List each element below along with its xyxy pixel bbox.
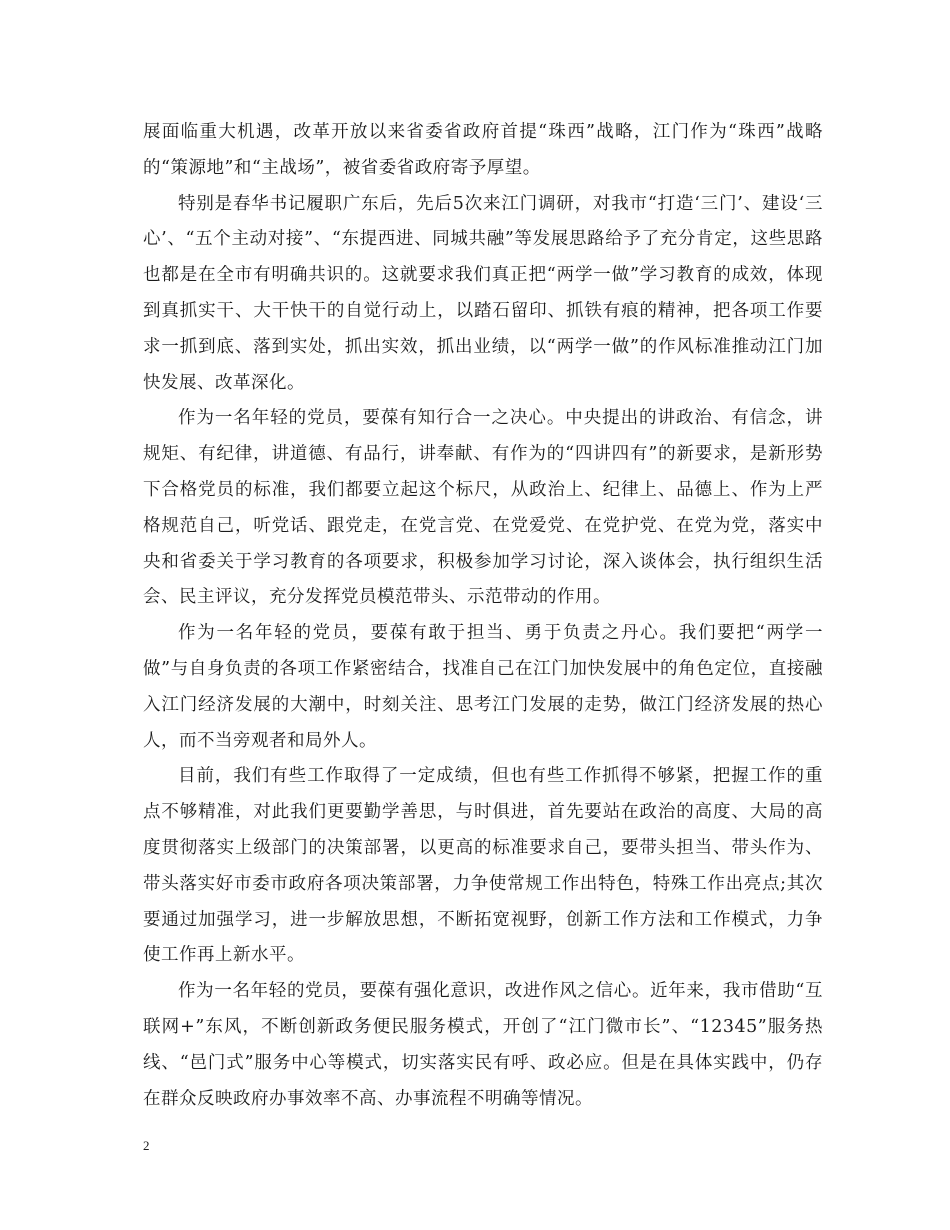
paragraph-6: 作为一名年轻的党员，要葆有强化意识，改进作风之信心。近年来，我市借助“互联网+”东风，不断创新政务便民服务模式，开创了“江门微市长”、“12345”服务热线、“邑门式”服务中心等模式，切实落实民有呼、政必应。但是在具体实践中，仍存在群众反映政府办事效率不高、办事流程不明确等情况。 <box>143 981 823 1109</box>
page-number: 2 <box>143 1138 150 1153</box>
document-body <box>143 115 823 1117</box>
paragraph-5: 目前，我们有些工作取得了一定成绩，但也有些工作抓得不够紧，把握工作的重点不够精准，对此我们更要勤学善思，与时俱进，首先要站在政治的高度、大局的高度贯彻落实上级部门的决策部署，以更高的标准要求自己，要带头担当、带头作为、带头落实好市委市政府各项决策部署，力争使常规工作出特色，特殊工作出亮点;其次要通过加强学习，进一步解放思想，不断拓宽视野，创新工作方法和工作模式，力争使工作再上新水平。 <box>143 766 823 966</box>
paragraph-3: 作为一名年轻的党员，要葆有知行合一之决心。中央提出的讲政治、有信念，讲规矩、有纪律，讲道德、有品行，讲奉献、有作为的“四讲四有”的新要求，是新形势下合格党员的标准，我们都要立起这个标尺，从政治上、纪律上、品德上、作为上严格规范自己，听党话、跟党走，在党言党、在党爱党、在党护党、在党为党，落实中央和省委关于学习教育的各项要求，积极参加学习讨论，深入谈体会，执行组织生活会、民主评议，充分发挥党员模范带头、示范带动的作用。 <box>143 408 823 608</box>
paragraph-2: 特别是春华书记履职广东后，先后5次来江门调研，对我市“打造‘三门’、建设‘三心’、“五个主动对接”、“东提西进、同城共融”等发展思路给予了充分肯定，这些思路也都是在全市有明确共识的。这就要求我们真正把“两学一做”学习教育的成效，体现到真抓实干、大干快干的自觉行动上，以踏石留印、抓铁有痕的精神，把各项工作要求一抓到底、落到实处，抓出实效，抓出业绩，以“两学一做”的作风标准推动江门加快发展、改革深化。 <box>143 193 823 393</box>
paragraph-4: 作为一名年轻的党员，要葆有敢于担当、勇于负责之丹心。我们要把“两学一做”与自身负责的各项工作紧密结合，找准自己在江门加快发展中的角色定位，直接融入江门经济发展的大潮中，时刻关注、思考江门发展的走势，做江门经济发展的热心人，而不当旁观者和局外人。 <box>143 623 823 751</box>
paragraph-1: 展面临重大机遇，改革开放以来省委省政府首提“珠西”战略，江门作为“珠西”战略的“策源地”和“主战场”，被省委省政府寄予厚望。 <box>143 122 823 178</box>
